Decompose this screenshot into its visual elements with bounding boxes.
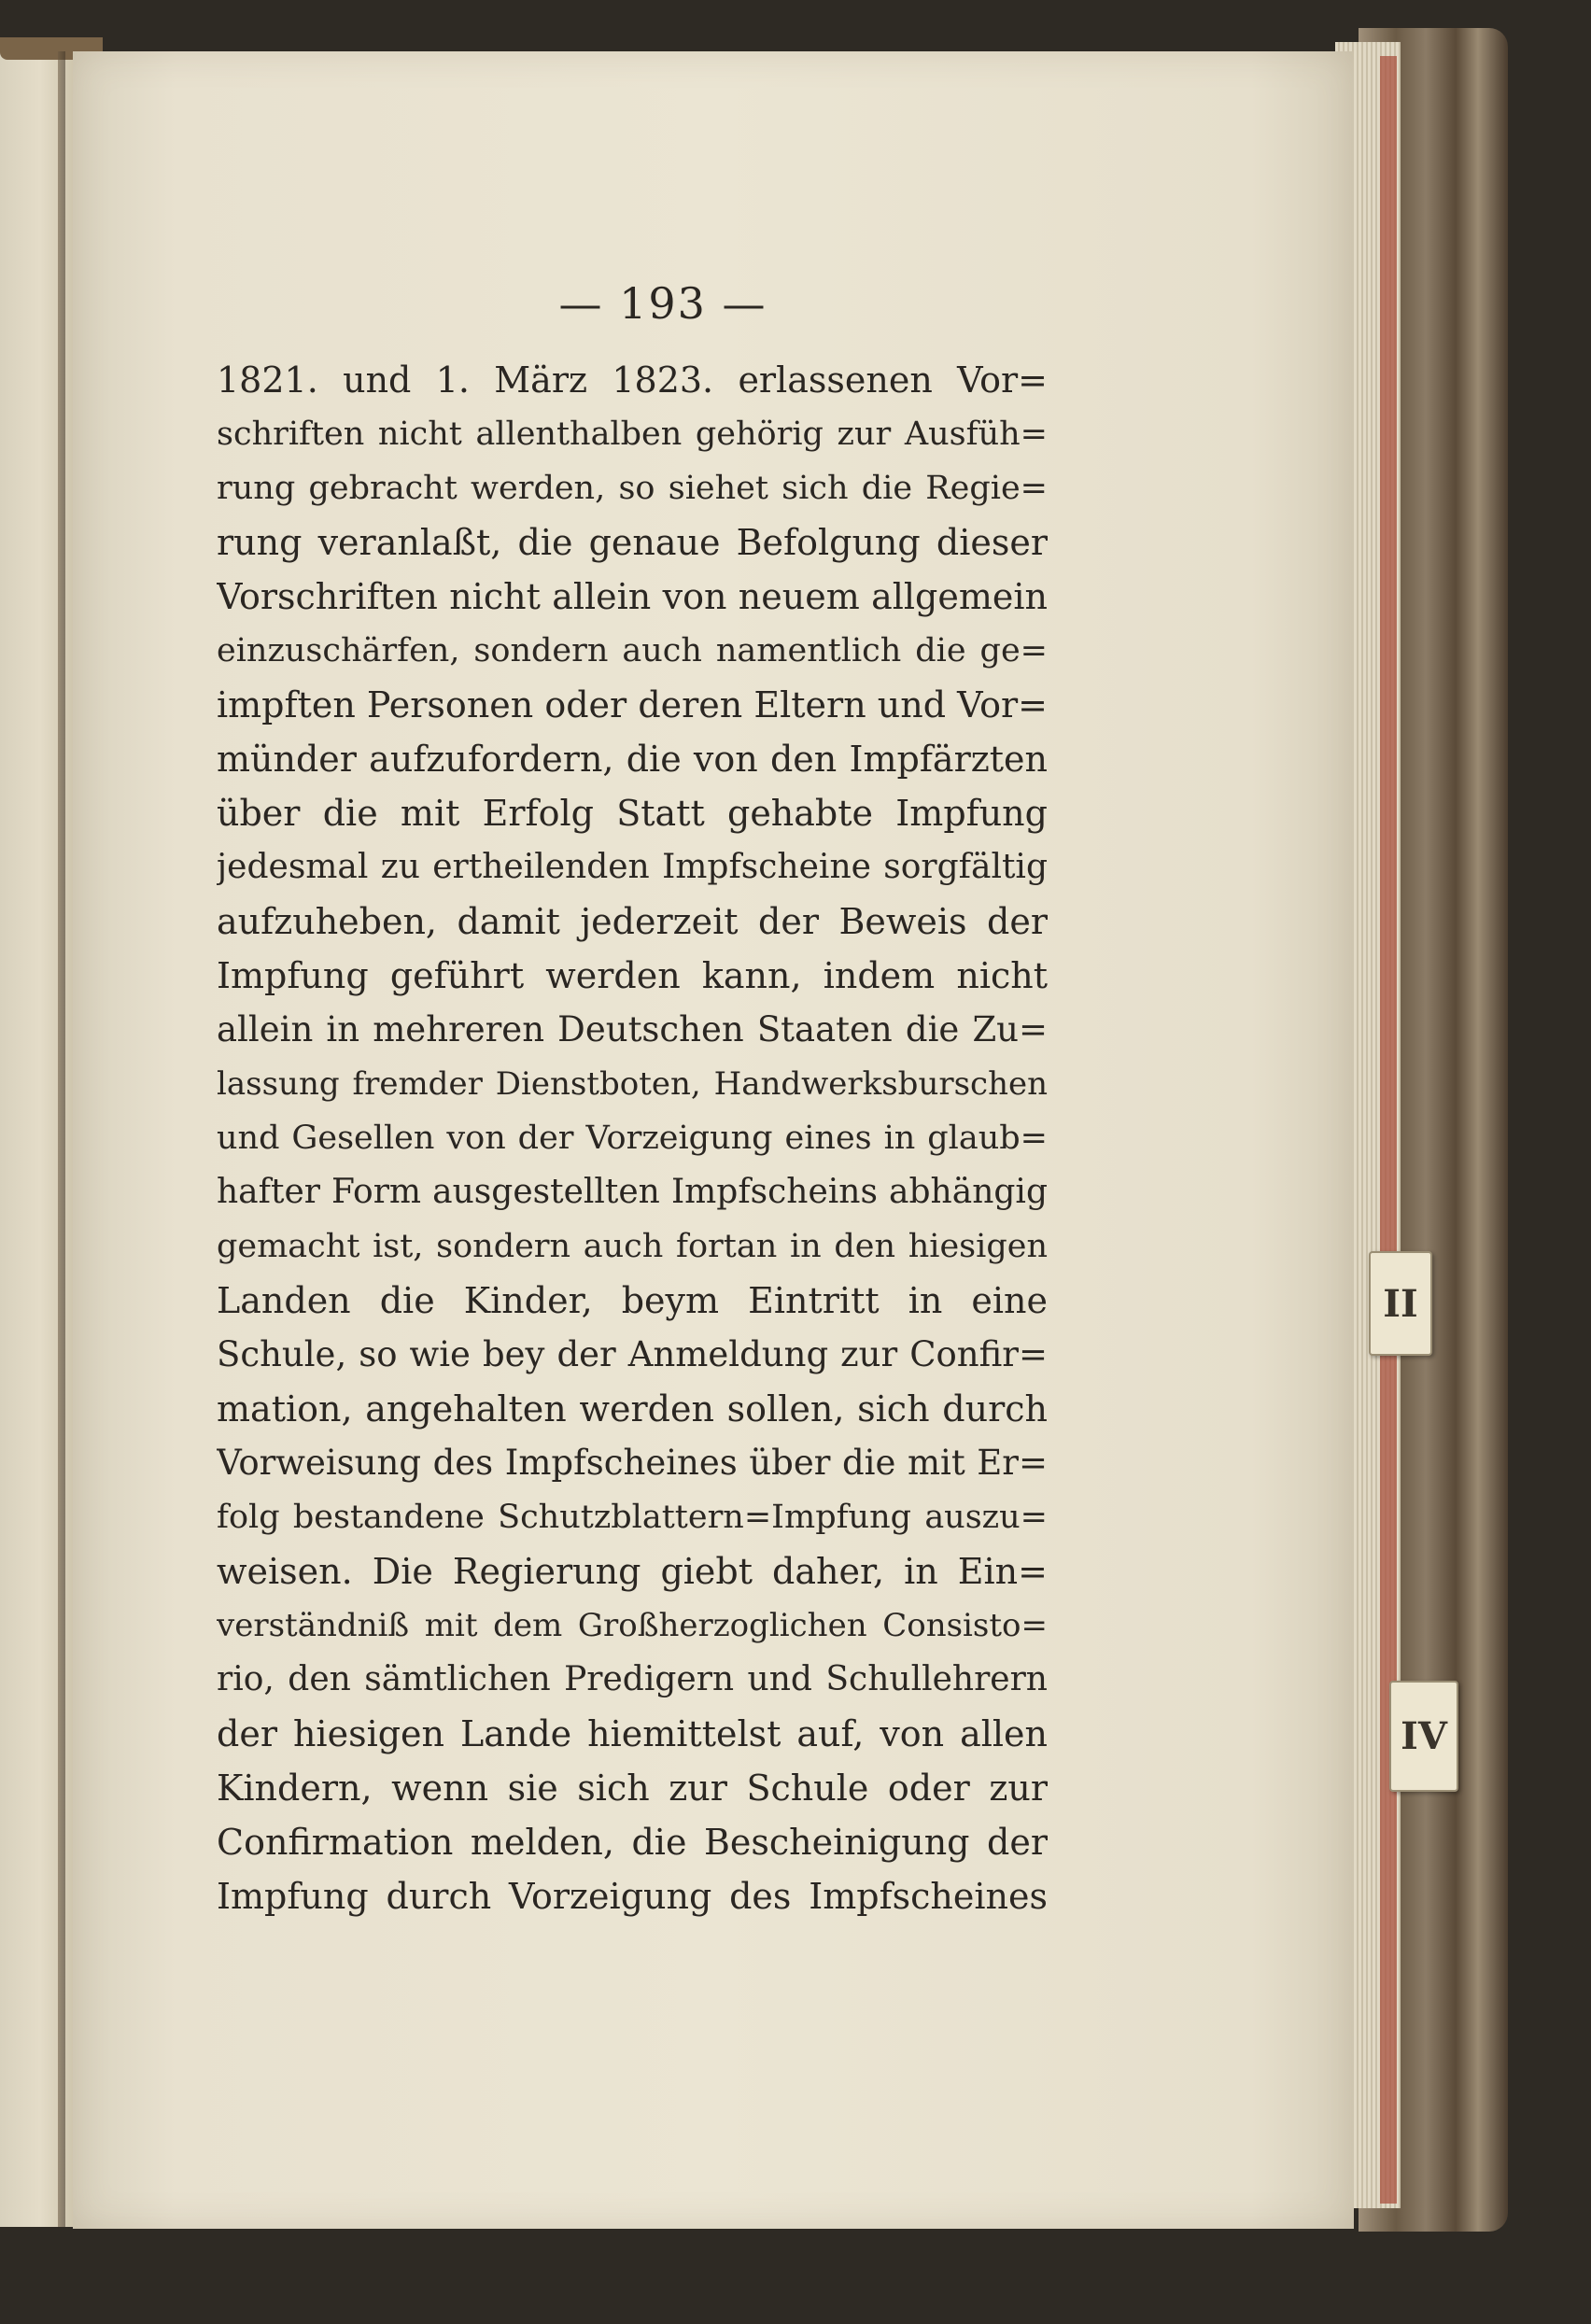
text-line: der hiesigen Lande hiemittelst auf, von allen [217, 1713, 1048, 1754]
text-line: Impfung geführt werden kann, indem nicht [217, 955, 1048, 996]
section-tab-iv[interactable]: IV [1389, 1681, 1458, 1792]
binding-thread [58, 51, 65, 2227]
text-line: münder aufzufordern, die von den Impfärzten [217, 739, 1048, 780]
text-line: Landen die Kinder, beym Eintritt in eine [217, 1280, 1048, 1321]
text-line: 1821. und 1. März 1823. erlassenen Vor= [217, 359, 1048, 401]
text-line: lassung fremder Dienstboten, Handwerksburschen [217, 1065, 1048, 1103]
text-line: allein in mehreren Deutschen Staaten die Zu= [217, 1009, 1048, 1049]
red-page-edge [1380, 56, 1397, 2204]
text-line: über die mit Erfolg Statt gehabte Impfung [217, 793, 1048, 834]
text-line: gemacht ist, sondern auch fortan in den hiesigen [217, 1228, 1048, 1265]
text-line: Vorweisung des Impfscheines über die mit Er= [217, 1443, 1048, 1483]
text-line: weisen. Die Regierung giebt daher, in Ein= [217, 1551, 1048, 1592]
text-line: Vorschriften nicht allein von neuem allgemein [217, 576, 1048, 617]
text-line: Confirmation melden, die Bescheinigung der [217, 1822, 1048, 1863]
page-number: — 193 — [558, 278, 767, 329]
text-line: rung gebracht werden, so siehet sich die Regie= [217, 470, 1048, 507]
text-line: einzuschärfen, sondern auch namentlich die ge= [217, 632, 1048, 669]
text-line: und Gesellen von der Vorzeigung eines in glaub= [217, 1120, 1048, 1157]
text-line: aufzuheben, damit jederzeit der Beweis der [217, 901, 1048, 942]
page-text [217, 353, 1048, 1923]
text-line: mation, angehalten werden sollen, sich durch [217, 1388, 1048, 1430]
text-line: schriften nicht allenthalben gehörig zur Ausfüh= [217, 416, 1048, 453]
text-line: jedesmal zu ertheilenden Impfscheine sorgfältig [217, 848, 1048, 886]
text-line: hafter Form ausgestellten Impfscheins abhängig [217, 1173, 1048, 1211]
text-line: impften Personen oder deren Eltern und Vor= [217, 684, 1048, 725]
text-line: Impfung durch Vorzeigung des Impfscheines [217, 1876, 1048, 1917]
text-line: rung veranlaßt, die genaue Befolgung dieser [217, 522, 1048, 563]
section-tab-ii[interactable]: II [1369, 1251, 1432, 1356]
text-line: Kindern, wenn sie sich zur Schule oder zur [217, 1768, 1048, 1809]
text-line: folg bestandene Schutzblattern=Impfung auszu= [217, 1499, 1048, 1536]
text-line: Schule, so wie bey der Anmeldung zur Confir= [217, 1334, 1048, 1374]
text-line: rio, den sämtlichen Predigern und Schullehrern [217, 1660, 1048, 1698]
text-line: verständniß mit dem Großherzoglichen Consisto= [217, 1607, 1048, 1644]
